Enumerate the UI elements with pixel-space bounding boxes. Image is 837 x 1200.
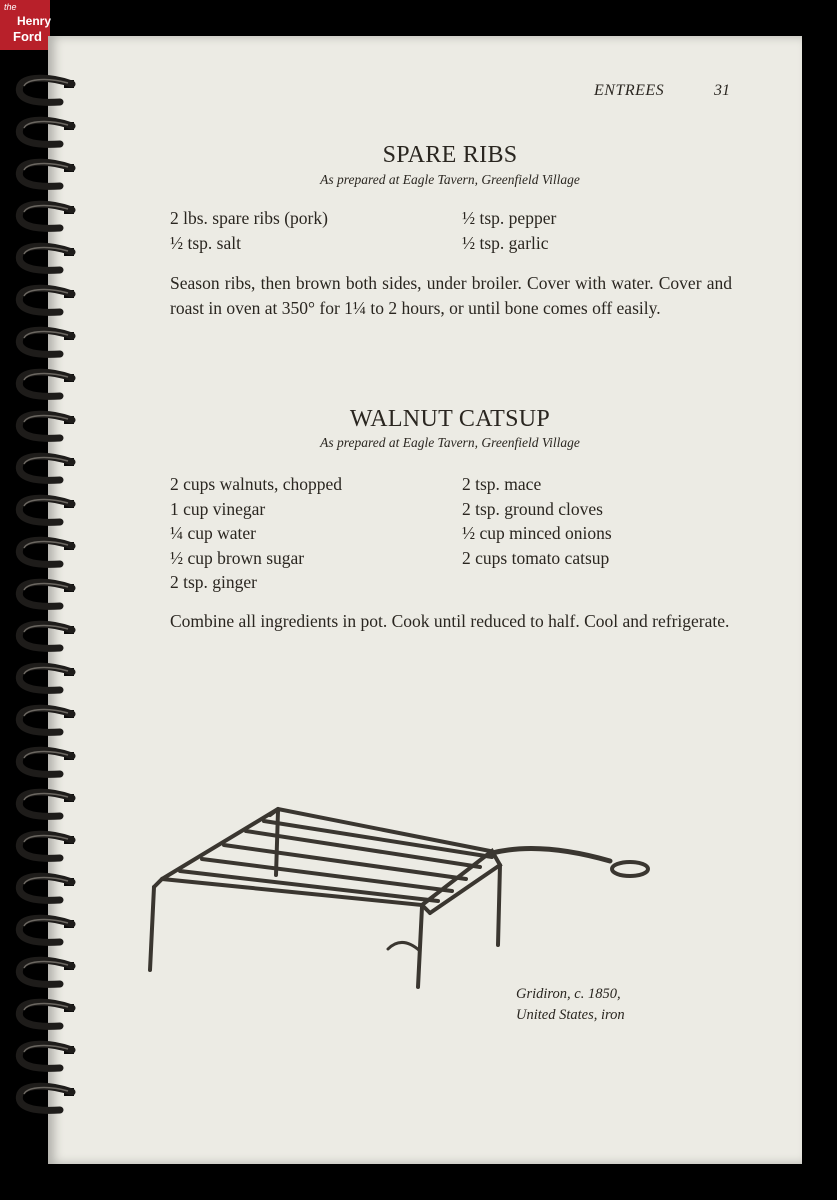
binding-coil (19, 330, 74, 354)
binding-coil (19, 1044, 74, 1068)
illustration-caption (516, 984, 625, 1026)
binding-coil (19, 498, 74, 522)
ingredient-item: 1 cup vinegar (170, 498, 266, 519)
ingredients-right-spare-ribs (462, 206, 556, 255)
ingredient-item: ½ cup minced onions (462, 523, 612, 543)
ingredient-item: 2 tsp. mace (462, 474, 542, 494)
caption-line: Gridiron, c. 1850, (516, 986, 621, 1002)
running-header: ENTREES (594, 82, 665, 99)
recipe-title-walnut-catsup: WALNUT CATSUP (349, 406, 551, 432)
binding-coil (19, 120, 74, 144)
ingredient-item: 2 tsp. ginger (170, 572, 258, 592)
ingredient-item: 2 cups tomato catsup (462, 547, 610, 568)
recipe-subtitle-walnut-catsup: As prepared at Eagle Tavern, Greenfield Village (320, 435, 580, 450)
binding-coil (19, 960, 74, 984)
logo-ford-text: Ford (13, 29, 42, 44)
page-number: 31 (714, 82, 730, 99)
ingredient-item: ½ tsp. garlic (462, 232, 549, 253)
ingredient-item: ½ cup brown sugar (170, 547, 305, 568)
ingredient-item: ½ tsp. pepper (462, 208, 557, 228)
instructions-walnut-catsup: Combine all ingredients in pot. Cook until reduced to half. Cool and refrigerate. (170, 611, 730, 631)
henry-ford-logo (0, 0, 50, 50)
ingredient-item: 2 tsp. ground cloves (462, 498, 603, 519)
recipe-subtitle-spare-ribs: As prepared at Eagle Tavern, Greenfield Village (320, 172, 580, 187)
binding-coil (19, 918, 74, 942)
binding-coil (19, 1002, 74, 1026)
binding-coil (19, 624, 74, 648)
binding-coil (19, 540, 74, 564)
binding-coil (19, 372, 74, 396)
binding-coil (19, 792, 74, 816)
ingredient-item: ½ tsp. salt (170, 232, 241, 253)
ingredients-left-spare-ribs (170, 206, 328, 255)
gridiron-illustration (140, 795, 660, 995)
logo-the-text: the (4, 2, 17, 12)
binding-coil (19, 876, 74, 900)
ingredient-item: ¼ cup water (170, 523, 257, 543)
binding-coil (19, 582, 74, 606)
binding-coil (19, 666, 74, 690)
binding-coil (19, 708, 74, 732)
ingredients-left-walnut-catsup (170, 472, 342, 595)
binding-coil (19, 162, 74, 186)
binding-coil (19, 414, 74, 438)
caption-line: United States, iron (516, 1007, 625, 1023)
instructions-spare-ribs: Season ribs, then brown both sides, under broiler. Cover with water. Cover and roast in oven at 350° for 1¼ to 2 hours, or until bone comes off easily. (170, 273, 732, 318)
logo-henry-text: Henry (17, 14, 52, 28)
binding-coil (19, 834, 74, 858)
binding-coil (19, 456, 74, 480)
binding-coil (19, 246, 74, 270)
binding-coil (19, 1086, 74, 1110)
binding-coil (19, 288, 74, 312)
binding-coil (19, 204, 74, 228)
ingredient-item: 2 lbs. spare ribs (pork) (170, 208, 328, 228)
binding-coil (19, 750, 74, 774)
binding-coil (19, 78, 74, 102)
recipe-title-spare-ribs: SPARE RIBS (382, 142, 518, 168)
spiral-binding (0, 60, 95, 1140)
ingredients-right-walnut-catsup (462, 472, 612, 570)
ingredient-item: 2 cups walnuts, chopped (170, 474, 343, 494)
